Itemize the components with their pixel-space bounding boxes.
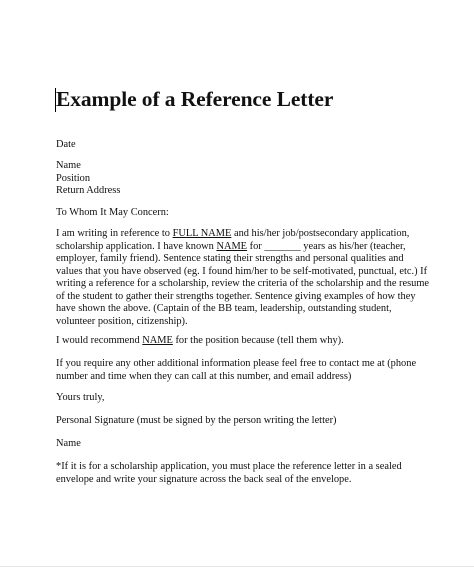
- text-run: scholarship application. I have known: [56, 240, 217, 252]
- footnote: [56, 461, 456, 486]
- salutation: To Whom It May Concern:: [56, 207, 169, 218]
- paragraph-recommendation: [56, 335, 456, 348]
- recipient-position: Position: [56, 172, 91, 184]
- recipient-name: Name: [56, 160, 81, 171]
- closing: Yours truly,: [56, 392, 105, 403]
- text-run: I am writing in reference to: [56, 228, 173, 239]
- placeholder-name: NAME: [142, 335, 173, 346]
- page-divider: [0, 566, 474, 567]
- text-run: I would recommend: [56, 335, 143, 346]
- signature-line: Personal Signature (must be signed by the person writing the letter): [56, 415, 337, 426]
- paragraph-line: volunteer position, citizenship).: [56, 315, 188, 327]
- paragraph-line: envelope and write your signature across the back seal of the envelope.: [56, 473, 352, 485]
- paragraph-line: values that you have observed (eg. I found him/her to be self-motivated, punctual, etc.) If: [56, 265, 428, 277]
- paragraph-line: *If it is for a scholarship application, you must place the reference letter in a sealed: [56, 461, 402, 472]
- paragraph-contact: [56, 358, 456, 383]
- recipient-block: [56, 160, 456, 198]
- placeholder-full-name: FULL NAME: [172, 228, 232, 239]
- signer-name: Name: [56, 438, 81, 449]
- paragraph-line: employer, family friend). Sentence stating their strengths and personal qualities and: [56, 253, 404, 264]
- text-run: for _______ years as his/her (teacher,: [247, 240, 406, 252]
- paragraph-introduction: [56, 228, 456, 328]
- date-line: Date: [56, 139, 76, 150]
- paragraph-line: of the student to gather their strengths together. Sentence giving examples of how they: [56, 290, 416, 302]
- paragraph-line: have shown the above. (Captain of the BB team, leadership, outstanding student,: [56, 303, 392, 314]
- paragraph-line: If you require any other additional information please feel free to contact me at (phone: [56, 358, 417, 369]
- placeholder-name: NAME: [216, 240, 248, 252]
- text-run: and his/her job/postsecondary application,: [231, 228, 410, 239]
- paragraph-line: writing a reference for a scholarship, review the criteria of the scholarship and the resume: [56, 278, 430, 289]
- paragraph-line: [56, 335, 456, 348]
- paragraph-line: [56, 241, 456, 254]
- page-title: Example of a Reference Letter: [56, 87, 334, 111]
- recipient-address: Return Address: [56, 185, 121, 196]
- paragraph-line: [56, 228, 456, 241]
- paragraph-line: number and time when they can call at this number, and email address): [56, 370, 352, 382]
- text-run: for the position because (tell them why).: [172, 335, 344, 346]
